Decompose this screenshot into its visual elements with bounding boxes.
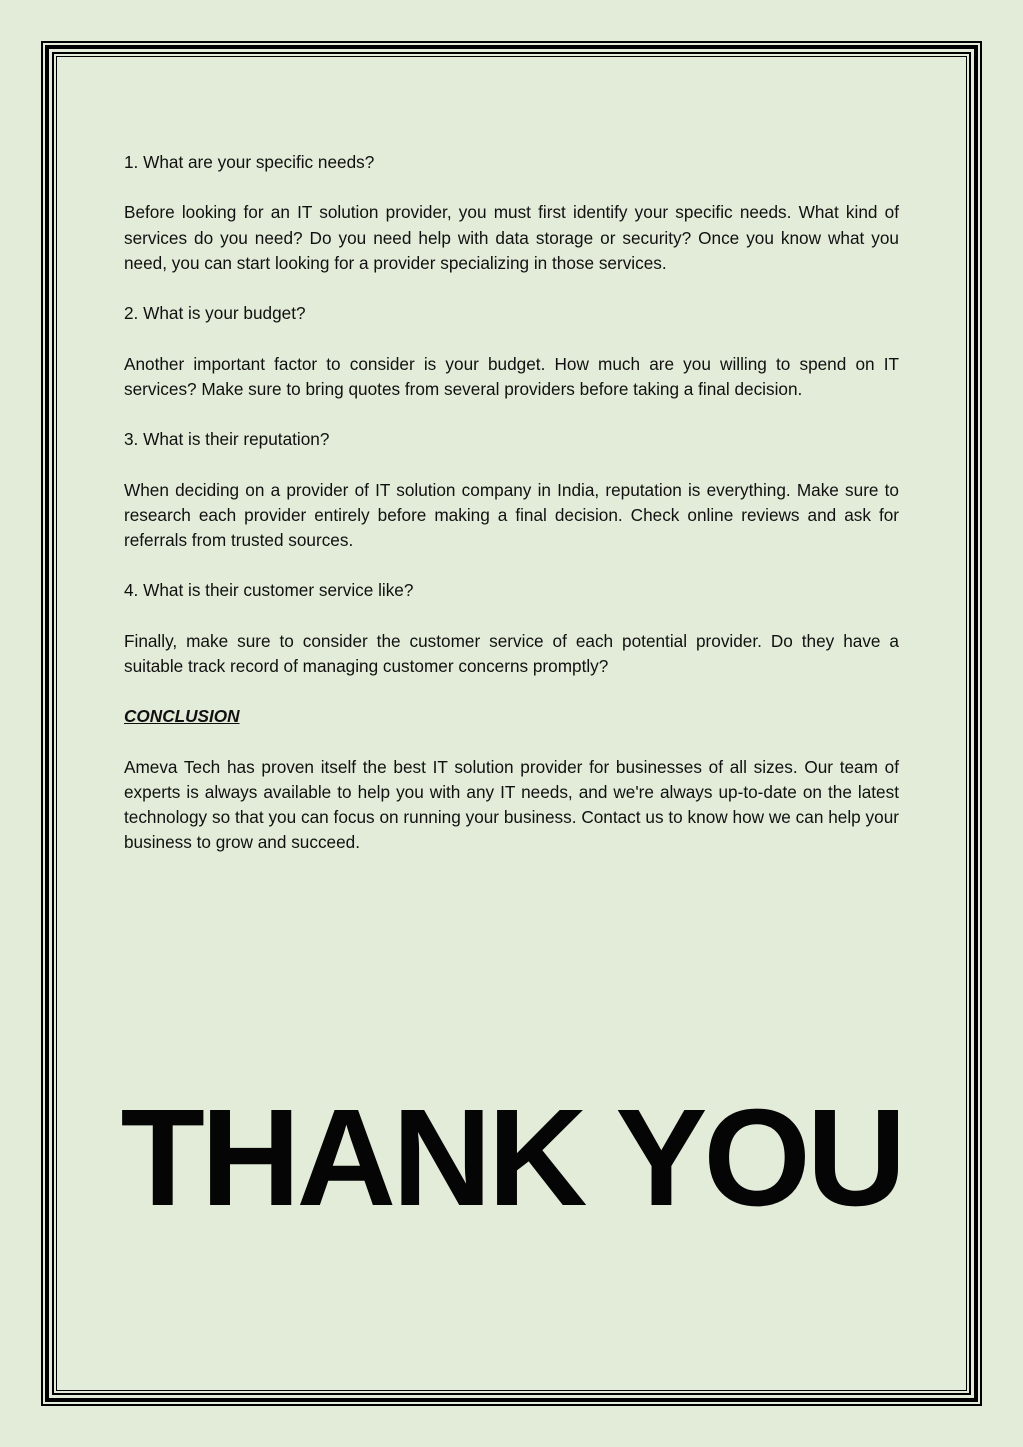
section-1-heading: 1. What are your specific needs? [124, 152, 375, 172]
section-2-heading: 2. What is your budget? [124, 303, 306, 324]
conclusion-heading: CONCLUSION [124, 706, 240, 727]
section-4-heading: 4. What is their customer service like? [124, 580, 414, 601]
thank-you-title: THANK YOU [120, 1081, 903, 1235]
section-3-heading: 3. What is their reputation? [124, 429, 330, 450]
section-3-body: When deciding on a provider of IT solution company in India, reputation is everything. Make sure to research each provider entirely before making a final decision. Check online reviews and ask for referrals from trusted sources. [124, 479, 899, 550]
section-2-body: Another important factor to consider is your budget. How much are you willing to spend on IT services? Make sure to bring quotes from several providers before taking a final decision. [124, 353, 899, 399]
document-body [124, 150, 899, 881]
section-1-body: Before looking for an IT solution provider, you must first identify your specific needs. What kind of services do you need? Do you need help with data storage or security? Once you know what you need, you can start looking for a provider specializing in those services. [124, 202, 899, 273]
conclusion-body: Ameva Tech has proven itself the best IT solution provider for businesses of all sizes. Our team of experts is always available to help you with any IT needs, and we're always up-to-date on the latest technology so that you can focus on running your business. Contact us to know how we can help your business to grow and succeed. [124, 756, 899, 853]
section-4-body: Finally, make sure to consider the customer service of each potential provider. Do they have a suitable track record of managing customer concerns promptly? [124, 630, 899, 676]
